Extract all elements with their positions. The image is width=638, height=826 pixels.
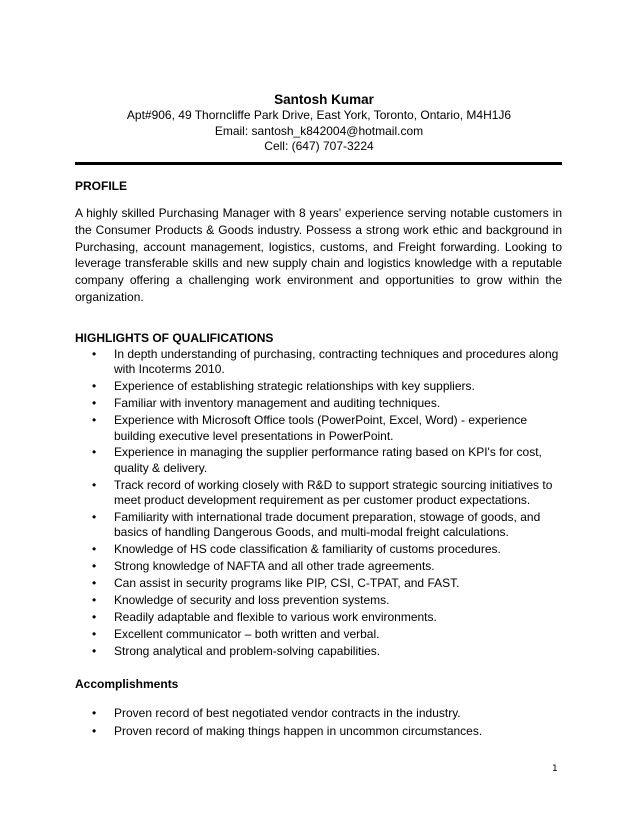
bullet-icon: •	[92, 706, 97, 720]
bullet-icon: •	[92, 593, 97, 608]
email-line: Email: santosh_k842004@hotmail.com	[214, 123, 424, 138]
bullet-icon: •	[92, 559, 97, 574]
bullet-icon: •	[92, 576, 97, 591]
highlights-heading: HIGHLIGHTS OF QUALIFICATIONS	[75, 331, 274, 345]
list-item: • Familiar with inventory management and auditing techniques.	[92, 396, 441, 411]
address-line: Apt#906, 49 Thorncliffe Park Drive, East York, Toronto, Ontario, M4H1J6	[126, 108, 512, 122]
list-item: • Proven record of best negotiated vendor contracts in the industry.	[92, 706, 461, 720]
bullet-icon: •	[92, 643, 97, 658]
accomplishments-heading: Accomplishments	[75, 677, 179, 691]
list-item: • In depth understanding of purchasing, contracting techniques and procedures along with Incoterms 2010.	[92, 347, 559, 377]
list-item: • Familiarity with international trade document preparation, stowage of goods, and basics of handling Dangerous Goods, and multi-modal freight calculations.	[92, 510, 541, 540]
list-item: • Experience with Microsoft Office tools (PowerPoint, Excel, Word) - experience building executive level presentations in PowerPoint.	[92, 413, 528, 443]
list-item: • Can assist in security programs like PIP, CSI, C-TPAT, and FAST.	[92, 576, 460, 591]
list-item: • Excellent communicator – both written and verbal.	[92, 626, 380, 641]
bullet-icon: •	[92, 347, 97, 361]
accomplishments-list	[90, 705, 562, 741]
candidate-name: Santosh Kumar	[274, 92, 374, 107]
contact-header	[0, 92, 638, 155]
cell-line: Cell: (647) 707-3224	[264, 139, 374, 153]
list-item: • Experience in managing the supplier performance rating based on KPI's for cost, quality & delivery.	[92, 445, 542, 475]
bullet-icon: •	[92, 626, 97, 641]
header-divider	[75, 162, 562, 165]
bullet-icon: •	[92, 542, 97, 557]
list-item: • Proven record of making things happen in uncommon circumstances.	[92, 724, 483, 738]
bullet-icon: •	[92, 396, 97, 411]
list-item: • Knowledge of security and loss prevention systems.	[92, 593, 390, 608]
bullet-icon: •	[92, 379, 97, 394]
profile-text: A highly skilled Purchasing Manager with 8 years' experience serving notable customers in the Consumer Products & Goods industry. Possess a strong work ethic and background in Purchasing, account management, logistics, customs, and Freight forwarding. Looking to leverage transferable skills and new supply chain and logistics knowledge with a reputable company offering a challenging work environment and opportunities to grow within the organization.	[75, 206, 562, 304]
bullet-icon: •	[92, 477, 97, 492]
page-number: 1	[552, 764, 558, 774]
list-item: • Knowledge of HS code classification & familiarity of customs procedures.	[92, 542, 501, 557]
bullet-icon: •	[92, 445, 97, 460]
list-item: • Strong analytical and problem-solving capabilities.	[92, 643, 381, 658]
bullet-icon: •	[92, 413, 97, 428]
list-item: • Readily adaptable and flexible to various work environments.	[92, 610, 437, 624]
list-item: • Experience of establishing strategic relationships with key suppliers.	[92, 379, 475, 394]
profile-heading: PROFILE	[75, 179, 128, 193]
bullet-icon: •	[92, 610, 97, 624]
list-item: • Track record of working closely with R&D to support strategic sourcing initiatives to meet product development requirement as per customer product expectations.	[92, 477, 553, 508]
highlights-list	[90, 347, 562, 661]
bullet-icon: •	[92, 510, 97, 525]
bullet-icon: •	[92, 724, 97, 738]
list-item: • Strong knowledge of NAFTA and all other trade agreements.	[92, 559, 435, 574]
